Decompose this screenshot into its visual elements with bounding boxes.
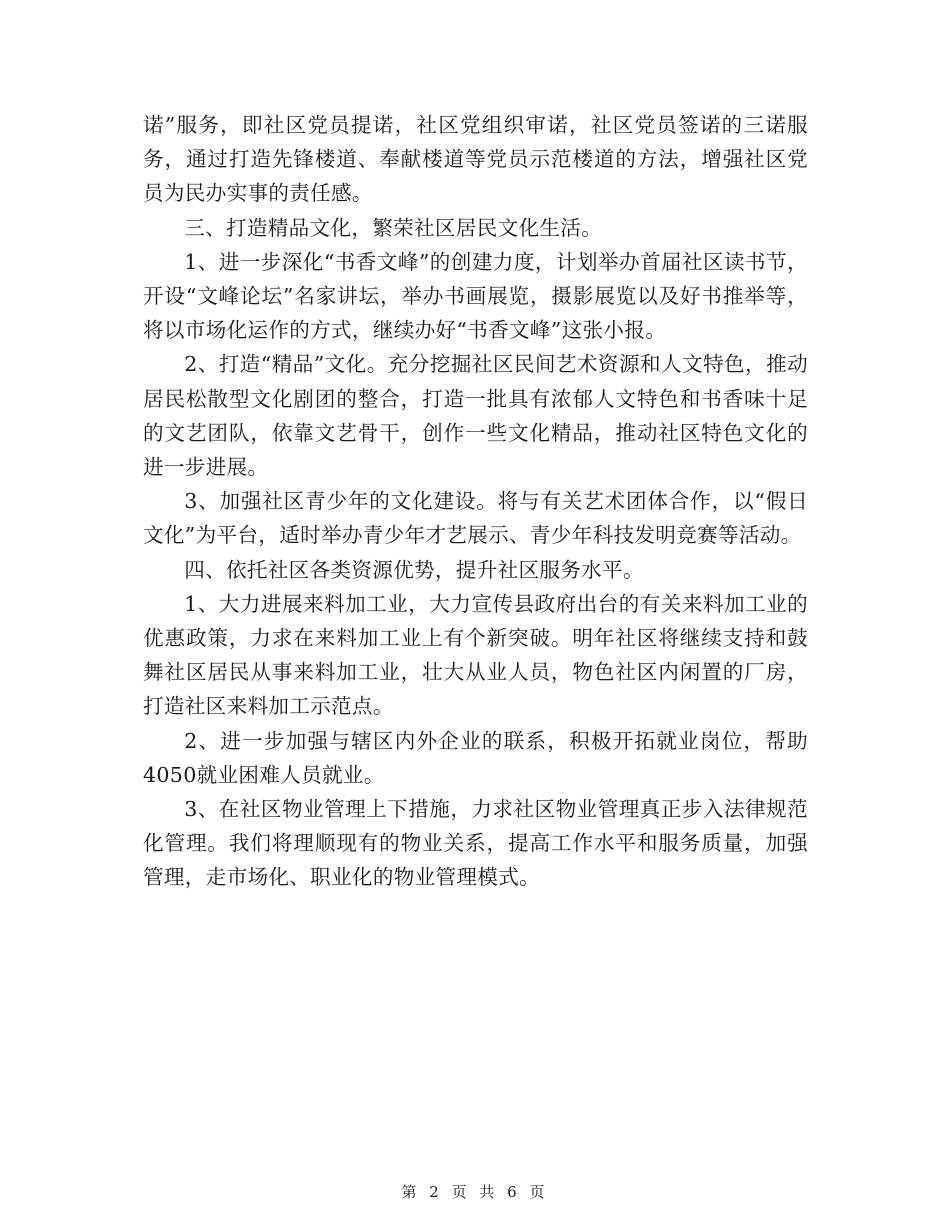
section-heading-4: 四、依托社区各类资源优势，提升社区服务水平。: [184, 557, 644, 582]
paragraph-3-3: 3、加强社区青少年的文化建设。将与有关艺术团体合作，以“假日文化”为平台，适时举办青少年才艺展示、青少年科技发明竞赛等活动。: [143, 489, 808, 548]
paragraph-4-1: 1、大力进展来料加工业，大力宣传县政府出台的有关来料加工业的优惠政策，力求在来料加工业上有个新突破。明年社区将继续支持和鼓舞社区居民从事来料加工业，壮大从业人员，物色社区内闲置的厂房，打造社区来料加工示范点。: [143, 591, 808, 719]
paragraph-4-2: 2、进一步加强与辖区内外企业的联系，积极开拓就业岗位，帮助4050就业困难人员就业。: [143, 728, 808, 787]
section-heading-3: 三、打造精品文化，繁荣社区居民文化生活。: [184, 215, 603, 240]
document-body: [143, 108, 808, 895]
page-number-footer: 第 2 页 共 6 页: [401, 1183, 549, 1201]
paragraph-continuation: 诺”服务，即社区党员提诺，社区党组织审诺，社区党员签诺的三诺服务，通过打造先锋楼道、奉献楼道等党员示范楼道的方法，增强社区党员为民办实事的责任感。: [143, 113, 808, 206]
paragraph-4-3: 3、在社区物业管理上下措施，力求社区物业管理真正步入法律规范化管理。我们将理顺现有的物业关系，提高工作水平和服务质量，加强管理，走市场化、职业化的物业管理模式。: [143, 797, 808, 890]
paragraph-3-1: 1、进一步深化“书香文峰”的创建力度，计划举办首届社区读书节，开设“文峰论坛”名家讲坛，举办书画展览，摄影展览以及好书推举等，将以市场化运作的方式，继续办好“书香文峰”这张小报。: [143, 249, 808, 343]
paragraph-3-2: 2、打造“精品”文化。充分挖掘社区民间艺术资源和人文特色，推动居民松散型文化剧团的整合，打造一批具有浓郁人文特色和书香味十足的文艺团队，依靠文艺骨干，创作一些文化精品，推动社区特色文化的进一步进展。: [143, 352, 808, 480]
